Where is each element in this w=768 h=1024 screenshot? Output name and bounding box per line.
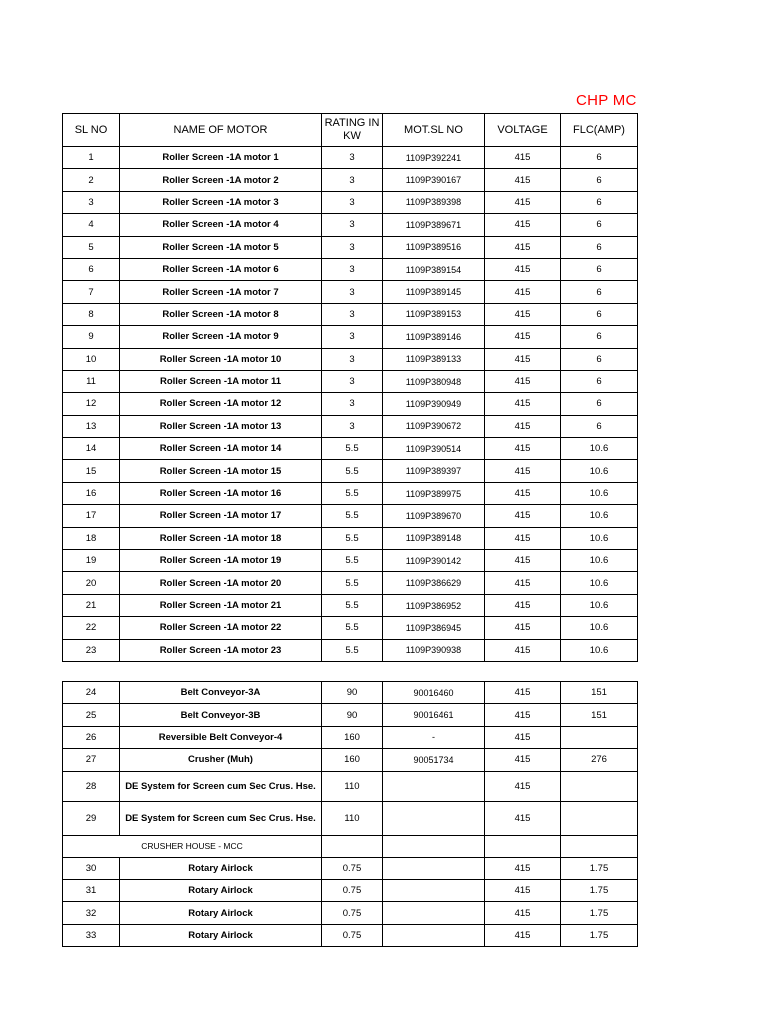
sl-no-cell: 3 bbox=[63, 191, 120, 213]
flc-cell: 1.75 bbox=[561, 879, 638, 901]
rating-cell: 0.75 bbox=[322, 857, 383, 879]
motor-serial-cell: 1109P386629 bbox=[383, 572, 485, 594]
voltage-cell: 415 bbox=[485, 704, 561, 726]
table-row bbox=[63, 704, 638, 726]
voltage-cell: 415 bbox=[485, 438, 561, 460]
empty-cell bbox=[383, 835, 485, 857]
motor-serial-cell: 1109P389398 bbox=[383, 191, 485, 213]
flc-cell: 6 bbox=[561, 415, 638, 437]
voltage-cell: 415 bbox=[485, 682, 561, 704]
motor-name-cell: Rotary Airlock bbox=[120, 879, 322, 901]
rating-cell: 3 bbox=[322, 147, 383, 169]
voltage-cell: 415 bbox=[485, 550, 561, 572]
motor-serial-cell: 1109P390514 bbox=[383, 438, 485, 460]
rating-cell: 90 bbox=[322, 704, 383, 726]
sl-no-cell: 12 bbox=[63, 393, 120, 415]
motor-name-cell: Roller Screen -1A motor 1 bbox=[120, 147, 322, 169]
flc-cell: 6 bbox=[561, 169, 638, 191]
sl-no-cell: 26 bbox=[63, 726, 120, 748]
motor-name-cell: Roller Screen -1A motor 13 bbox=[120, 415, 322, 437]
motor-serial-cell bbox=[383, 857, 485, 879]
table-row bbox=[63, 258, 638, 280]
table-row bbox=[63, 902, 638, 924]
motor-table-secondary bbox=[62, 681, 638, 947]
sl-no-cell: 19 bbox=[63, 550, 120, 572]
table-row bbox=[63, 879, 638, 901]
motor-name-cell: Roller Screen -1A motor 17 bbox=[120, 505, 322, 527]
motor-name-cell: Rotary Airlock bbox=[120, 902, 322, 924]
flc-cell: 6 bbox=[561, 214, 638, 236]
rating-cell: 160 bbox=[322, 749, 383, 771]
sl-no-cell: 11 bbox=[63, 370, 120, 392]
section-label: CRUSHER HOUSE - MCC bbox=[63, 835, 322, 857]
motor-name-cell: Roller Screen -1A motor 22 bbox=[120, 617, 322, 639]
motor-name-cell: Roller Screen -1A motor 20 bbox=[120, 572, 322, 594]
flc-cell: 1.75 bbox=[561, 857, 638, 879]
table-row bbox=[63, 147, 638, 169]
sl-no-cell: 7 bbox=[63, 281, 120, 303]
motor-name-cell: Roller Screen -1A motor 5 bbox=[120, 236, 322, 258]
rating-cell: 3 bbox=[322, 348, 383, 370]
flc-cell: 6 bbox=[561, 393, 638, 415]
rating-cell: 5.5 bbox=[322, 617, 383, 639]
rating-cell: 5.5 bbox=[322, 482, 383, 504]
motor-name-cell: Rotary Airlock bbox=[120, 924, 322, 946]
table-row bbox=[63, 801, 638, 835]
flc-cell: 6 bbox=[561, 147, 638, 169]
flc-cell: 151 bbox=[561, 682, 638, 704]
sl-no-cell: 4 bbox=[63, 214, 120, 236]
motor-name-cell: Belt Conveyor-3B bbox=[120, 704, 322, 726]
voltage-cell: 415 bbox=[485, 326, 561, 348]
voltage-cell: 415 bbox=[485, 460, 561, 482]
table-row bbox=[63, 924, 638, 946]
motor-serial-cell: - bbox=[383, 726, 485, 748]
table-row bbox=[63, 505, 638, 527]
motor-serial-cell: 1109P390949 bbox=[383, 393, 485, 415]
table-row bbox=[63, 639, 638, 661]
table-row bbox=[63, 169, 638, 191]
header-flc: FLC(AMP) bbox=[561, 114, 638, 147]
sl-no-cell: 9 bbox=[63, 326, 120, 348]
table-row bbox=[63, 527, 638, 549]
sl-no-cell: 13 bbox=[63, 415, 120, 437]
sl-no-cell: 28 bbox=[63, 771, 120, 801]
sl-no-cell: 5 bbox=[63, 236, 120, 258]
motor-serial-cell bbox=[383, 924, 485, 946]
voltage-cell: 415 bbox=[485, 393, 561, 415]
table-row bbox=[63, 572, 638, 594]
voltage-cell: 415 bbox=[485, 505, 561, 527]
table-row bbox=[63, 236, 638, 258]
voltage-cell: 415 bbox=[485, 370, 561, 392]
voltage-cell: 415 bbox=[485, 572, 561, 594]
rating-cell: 3 bbox=[322, 236, 383, 258]
sl-no-cell: 17 bbox=[63, 505, 120, 527]
motor-serial-cell bbox=[383, 902, 485, 924]
motor-name-cell: Roller Screen -1A motor 14 bbox=[120, 438, 322, 460]
rating-cell: 3 bbox=[322, 281, 383, 303]
rating-cell: 5.5 bbox=[322, 438, 383, 460]
voltage-cell: 415 bbox=[485, 902, 561, 924]
rating-cell: 5.5 bbox=[322, 505, 383, 527]
motor-name-cell: Roller Screen -1A motor 15 bbox=[120, 460, 322, 482]
motor-name-cell: Roller Screen -1A motor 4 bbox=[120, 214, 322, 236]
table-row bbox=[63, 617, 638, 639]
sl-no-cell: 31 bbox=[63, 879, 120, 901]
rating-cell: 0.75 bbox=[322, 902, 383, 924]
rating-cell: 160 bbox=[322, 726, 383, 748]
sl-no-cell: 15 bbox=[63, 460, 120, 482]
flc-cell: 10.6 bbox=[561, 550, 638, 572]
motor-name-cell: Roller Screen -1A motor 8 bbox=[120, 303, 322, 325]
voltage-cell: 415 bbox=[485, 879, 561, 901]
sl-no-cell: 25 bbox=[63, 704, 120, 726]
motor-name-cell: Rotary Airlock bbox=[120, 857, 322, 879]
voltage-cell: 415 bbox=[485, 594, 561, 616]
motor-serial-cell: 90016461 bbox=[383, 704, 485, 726]
voltage-cell: 415 bbox=[485, 617, 561, 639]
motor-name-cell: Roller Screen -1A motor 3 bbox=[120, 191, 322, 213]
motor-serial-cell: 1109P390672 bbox=[383, 415, 485, 437]
sl-no-cell: 20 bbox=[63, 572, 120, 594]
table-row bbox=[63, 281, 638, 303]
sl-no-cell: 10 bbox=[63, 348, 120, 370]
flc-cell: 6 bbox=[561, 370, 638, 392]
rating-cell: 5.5 bbox=[322, 639, 383, 661]
flc-cell: 6 bbox=[561, 258, 638, 280]
motor-serial-cell: 1109P389154 bbox=[383, 258, 485, 280]
flc-cell: 10.6 bbox=[561, 639, 638, 661]
sl-no-cell: 8 bbox=[63, 303, 120, 325]
motor-serial-cell: 1109P390938 bbox=[383, 639, 485, 661]
motor-serial-cell: 1109P389397 bbox=[383, 460, 485, 482]
rating-cell: 110 bbox=[322, 771, 383, 801]
motor-serial-cell bbox=[383, 801, 485, 835]
rating-cell: 0.75 bbox=[322, 924, 383, 946]
flc-cell: 6 bbox=[561, 236, 638, 258]
motor-serial-cell: 1109P389975 bbox=[383, 482, 485, 504]
motor-name-cell: Roller Screen -1A motor 2 bbox=[120, 169, 322, 191]
motor-serial-cell: 1109P389670 bbox=[383, 505, 485, 527]
motor-table-main bbox=[62, 113, 638, 662]
motor-name-cell: Roller Screen -1A motor 12 bbox=[120, 393, 322, 415]
rating-cell: 5.5 bbox=[322, 572, 383, 594]
sl-no-cell: 22 bbox=[63, 617, 120, 639]
voltage-cell: 415 bbox=[485, 147, 561, 169]
motor-serial-cell: 1109P390142 bbox=[383, 550, 485, 572]
voltage-cell: 415 bbox=[485, 258, 561, 280]
voltage-cell: 415 bbox=[485, 726, 561, 748]
header-name-of-motor: NAME OF MOTOR bbox=[120, 114, 322, 147]
sl-no-cell: 21 bbox=[63, 594, 120, 616]
motor-serial-cell: 1109P380948 bbox=[383, 370, 485, 392]
flc-cell: 6 bbox=[561, 281, 638, 303]
flc-cell: 10.6 bbox=[561, 505, 638, 527]
table-row bbox=[63, 482, 638, 504]
voltage-cell: 415 bbox=[485, 191, 561, 213]
voltage-cell: 415 bbox=[485, 771, 561, 801]
flc-cell: 276 bbox=[561, 749, 638, 771]
motor-serial-cell: 1109P386945 bbox=[383, 617, 485, 639]
rating-cell: 110 bbox=[322, 801, 383, 835]
rating-cell: 3 bbox=[322, 191, 383, 213]
rating-cell: 3 bbox=[322, 415, 383, 437]
rating-cell: 3 bbox=[322, 303, 383, 325]
motor-name-cell: DE System for Screen cum Sec Crus. Hse. bbox=[120, 801, 322, 835]
motor-name-cell: Roller Screen -1A motor 10 bbox=[120, 348, 322, 370]
voltage-cell: 415 bbox=[485, 236, 561, 258]
table-row bbox=[63, 438, 638, 460]
flc-cell: 151 bbox=[561, 704, 638, 726]
motor-name-cell: Roller Screen -1A motor 7 bbox=[120, 281, 322, 303]
table-row bbox=[63, 749, 638, 771]
table-row bbox=[63, 460, 638, 482]
voltage-cell: 415 bbox=[485, 924, 561, 946]
table-row bbox=[63, 191, 638, 213]
flc-cell: 10.6 bbox=[561, 527, 638, 549]
motor-name-cell: Belt Conveyor-3A bbox=[120, 682, 322, 704]
motor-name-cell: Crusher (Muh) bbox=[120, 749, 322, 771]
voltage-cell: 415 bbox=[485, 639, 561, 661]
header-mot-sl-no: MOT.SL NO bbox=[383, 114, 485, 147]
flc-cell: 1.75 bbox=[561, 924, 638, 946]
rating-cell: 3 bbox=[322, 326, 383, 348]
sl-no-cell: 18 bbox=[63, 527, 120, 549]
sl-no-cell: 23 bbox=[63, 639, 120, 661]
voltage-cell: 415 bbox=[485, 749, 561, 771]
rating-cell: 5.5 bbox=[322, 527, 383, 549]
sl-no-cell: 24 bbox=[63, 682, 120, 704]
rating-cell: 5.5 bbox=[322, 594, 383, 616]
voltage-cell: 415 bbox=[485, 415, 561, 437]
voltage-cell: 415 bbox=[485, 857, 561, 879]
voltage-cell: 415 bbox=[485, 281, 561, 303]
table-row bbox=[63, 682, 638, 704]
flc-cell: 10.6 bbox=[561, 572, 638, 594]
motor-serial-cell: 1109P392241 bbox=[383, 147, 485, 169]
flc-cell: 10.6 bbox=[561, 482, 638, 504]
rating-cell: 3 bbox=[322, 169, 383, 191]
motor-serial-cell: 1109P389148 bbox=[383, 527, 485, 549]
motor-serial-cell: 1109P389133 bbox=[383, 348, 485, 370]
rating-cell: 3 bbox=[322, 258, 383, 280]
voltage-cell: 415 bbox=[485, 169, 561, 191]
rating-cell: 3 bbox=[322, 214, 383, 236]
section-row bbox=[63, 835, 638, 857]
table-row bbox=[63, 370, 638, 392]
table-row bbox=[63, 550, 638, 572]
table-row bbox=[63, 214, 638, 236]
sl-no-cell: 27 bbox=[63, 749, 120, 771]
sheet-title: CHP MC bbox=[576, 92, 637, 109]
table-row bbox=[63, 326, 638, 348]
motor-name-cell: Roller Screen -1A motor 9 bbox=[120, 326, 322, 348]
sl-no-cell: 2 bbox=[63, 169, 120, 191]
sl-no-cell: 6 bbox=[63, 258, 120, 280]
motor-name-cell: Roller Screen -1A motor 18 bbox=[120, 527, 322, 549]
flc-cell bbox=[561, 771, 638, 801]
table-row bbox=[63, 303, 638, 325]
table-row bbox=[63, 726, 638, 748]
flc-cell: 10.6 bbox=[561, 617, 638, 639]
table-row bbox=[63, 857, 638, 879]
motor-name-cell: Reversible Belt Conveyor-4 bbox=[120, 726, 322, 748]
motor-serial-cell: 1109P389153 bbox=[383, 303, 485, 325]
sl-no-cell: 33 bbox=[63, 924, 120, 946]
flc-cell bbox=[561, 726, 638, 748]
header-row bbox=[63, 114, 638, 147]
rating-cell: 3 bbox=[322, 370, 383, 392]
header-rating: RATING IN KW bbox=[322, 114, 383, 147]
voltage-cell: 415 bbox=[485, 348, 561, 370]
header-sl-no: SL NO bbox=[63, 114, 120, 147]
empty-cell bbox=[561, 835, 638, 857]
motor-name-cell: Roller Screen -1A motor 11 bbox=[120, 370, 322, 392]
rating-cell: 3 bbox=[322, 393, 383, 415]
flc-cell bbox=[561, 801, 638, 835]
rating-cell: 0.75 bbox=[322, 879, 383, 901]
voltage-cell: 415 bbox=[485, 527, 561, 549]
motor-serial-cell: 1109P389146 bbox=[383, 326, 485, 348]
sl-no-cell: 14 bbox=[63, 438, 120, 460]
motor-serial-cell: 1109P389671 bbox=[383, 214, 485, 236]
motor-serial-cell: 90016460 bbox=[383, 682, 485, 704]
motor-serial-cell: 1109P389145 bbox=[383, 281, 485, 303]
motor-serial-cell bbox=[383, 879, 485, 901]
voltage-cell: 415 bbox=[485, 482, 561, 504]
motor-serial-cell: 1109P389516 bbox=[383, 236, 485, 258]
motor-name-cell: Roller Screen -1A motor 6 bbox=[120, 258, 322, 280]
table-row bbox=[63, 348, 638, 370]
table-row bbox=[63, 415, 638, 437]
voltage-cell: 415 bbox=[485, 303, 561, 325]
flc-cell: 6 bbox=[561, 348, 638, 370]
motor-serial-cell bbox=[383, 771, 485, 801]
sl-no-cell: 16 bbox=[63, 482, 120, 504]
empty-cell bbox=[485, 835, 561, 857]
sl-no-cell: 32 bbox=[63, 902, 120, 924]
empty-cell bbox=[322, 835, 383, 857]
table-row bbox=[63, 594, 638, 616]
motor-name-cell: Roller Screen -1A motor 21 bbox=[120, 594, 322, 616]
flc-cell: 1.75 bbox=[561, 902, 638, 924]
motor-serial-cell: 1109P390167 bbox=[383, 169, 485, 191]
table-row bbox=[63, 771, 638, 801]
flc-cell: 6 bbox=[561, 191, 638, 213]
rating-cell: 5.5 bbox=[322, 460, 383, 482]
voltage-cell: 415 bbox=[485, 214, 561, 236]
flc-cell: 10.6 bbox=[561, 594, 638, 616]
flc-cell: 10.6 bbox=[561, 438, 638, 460]
sl-no-cell: 30 bbox=[63, 857, 120, 879]
sl-no-cell: 1 bbox=[63, 147, 120, 169]
rating-cell: 90 bbox=[322, 682, 383, 704]
table-row bbox=[63, 393, 638, 415]
voltage-cell: 415 bbox=[485, 801, 561, 835]
motor-name-cell: Roller Screen -1A motor 19 bbox=[120, 550, 322, 572]
flc-cell: 6 bbox=[561, 326, 638, 348]
motor-serial-cell: 90051734 bbox=[383, 749, 485, 771]
rating-cell: 5.5 bbox=[322, 550, 383, 572]
motor-name-cell: DE System for Screen cum Sec Crus. Hse. bbox=[120, 771, 322, 801]
motor-name-cell: Roller Screen -1A motor 16 bbox=[120, 482, 322, 504]
flc-cell: 10.6 bbox=[561, 460, 638, 482]
motor-serial-cell: 1109P386952 bbox=[383, 594, 485, 616]
motor-name-cell: Roller Screen -1A motor 23 bbox=[120, 639, 322, 661]
sl-no-cell: 29 bbox=[63, 801, 120, 835]
header-voltage: VOLTAGE bbox=[485, 114, 561, 147]
flc-cell: 6 bbox=[561, 303, 638, 325]
